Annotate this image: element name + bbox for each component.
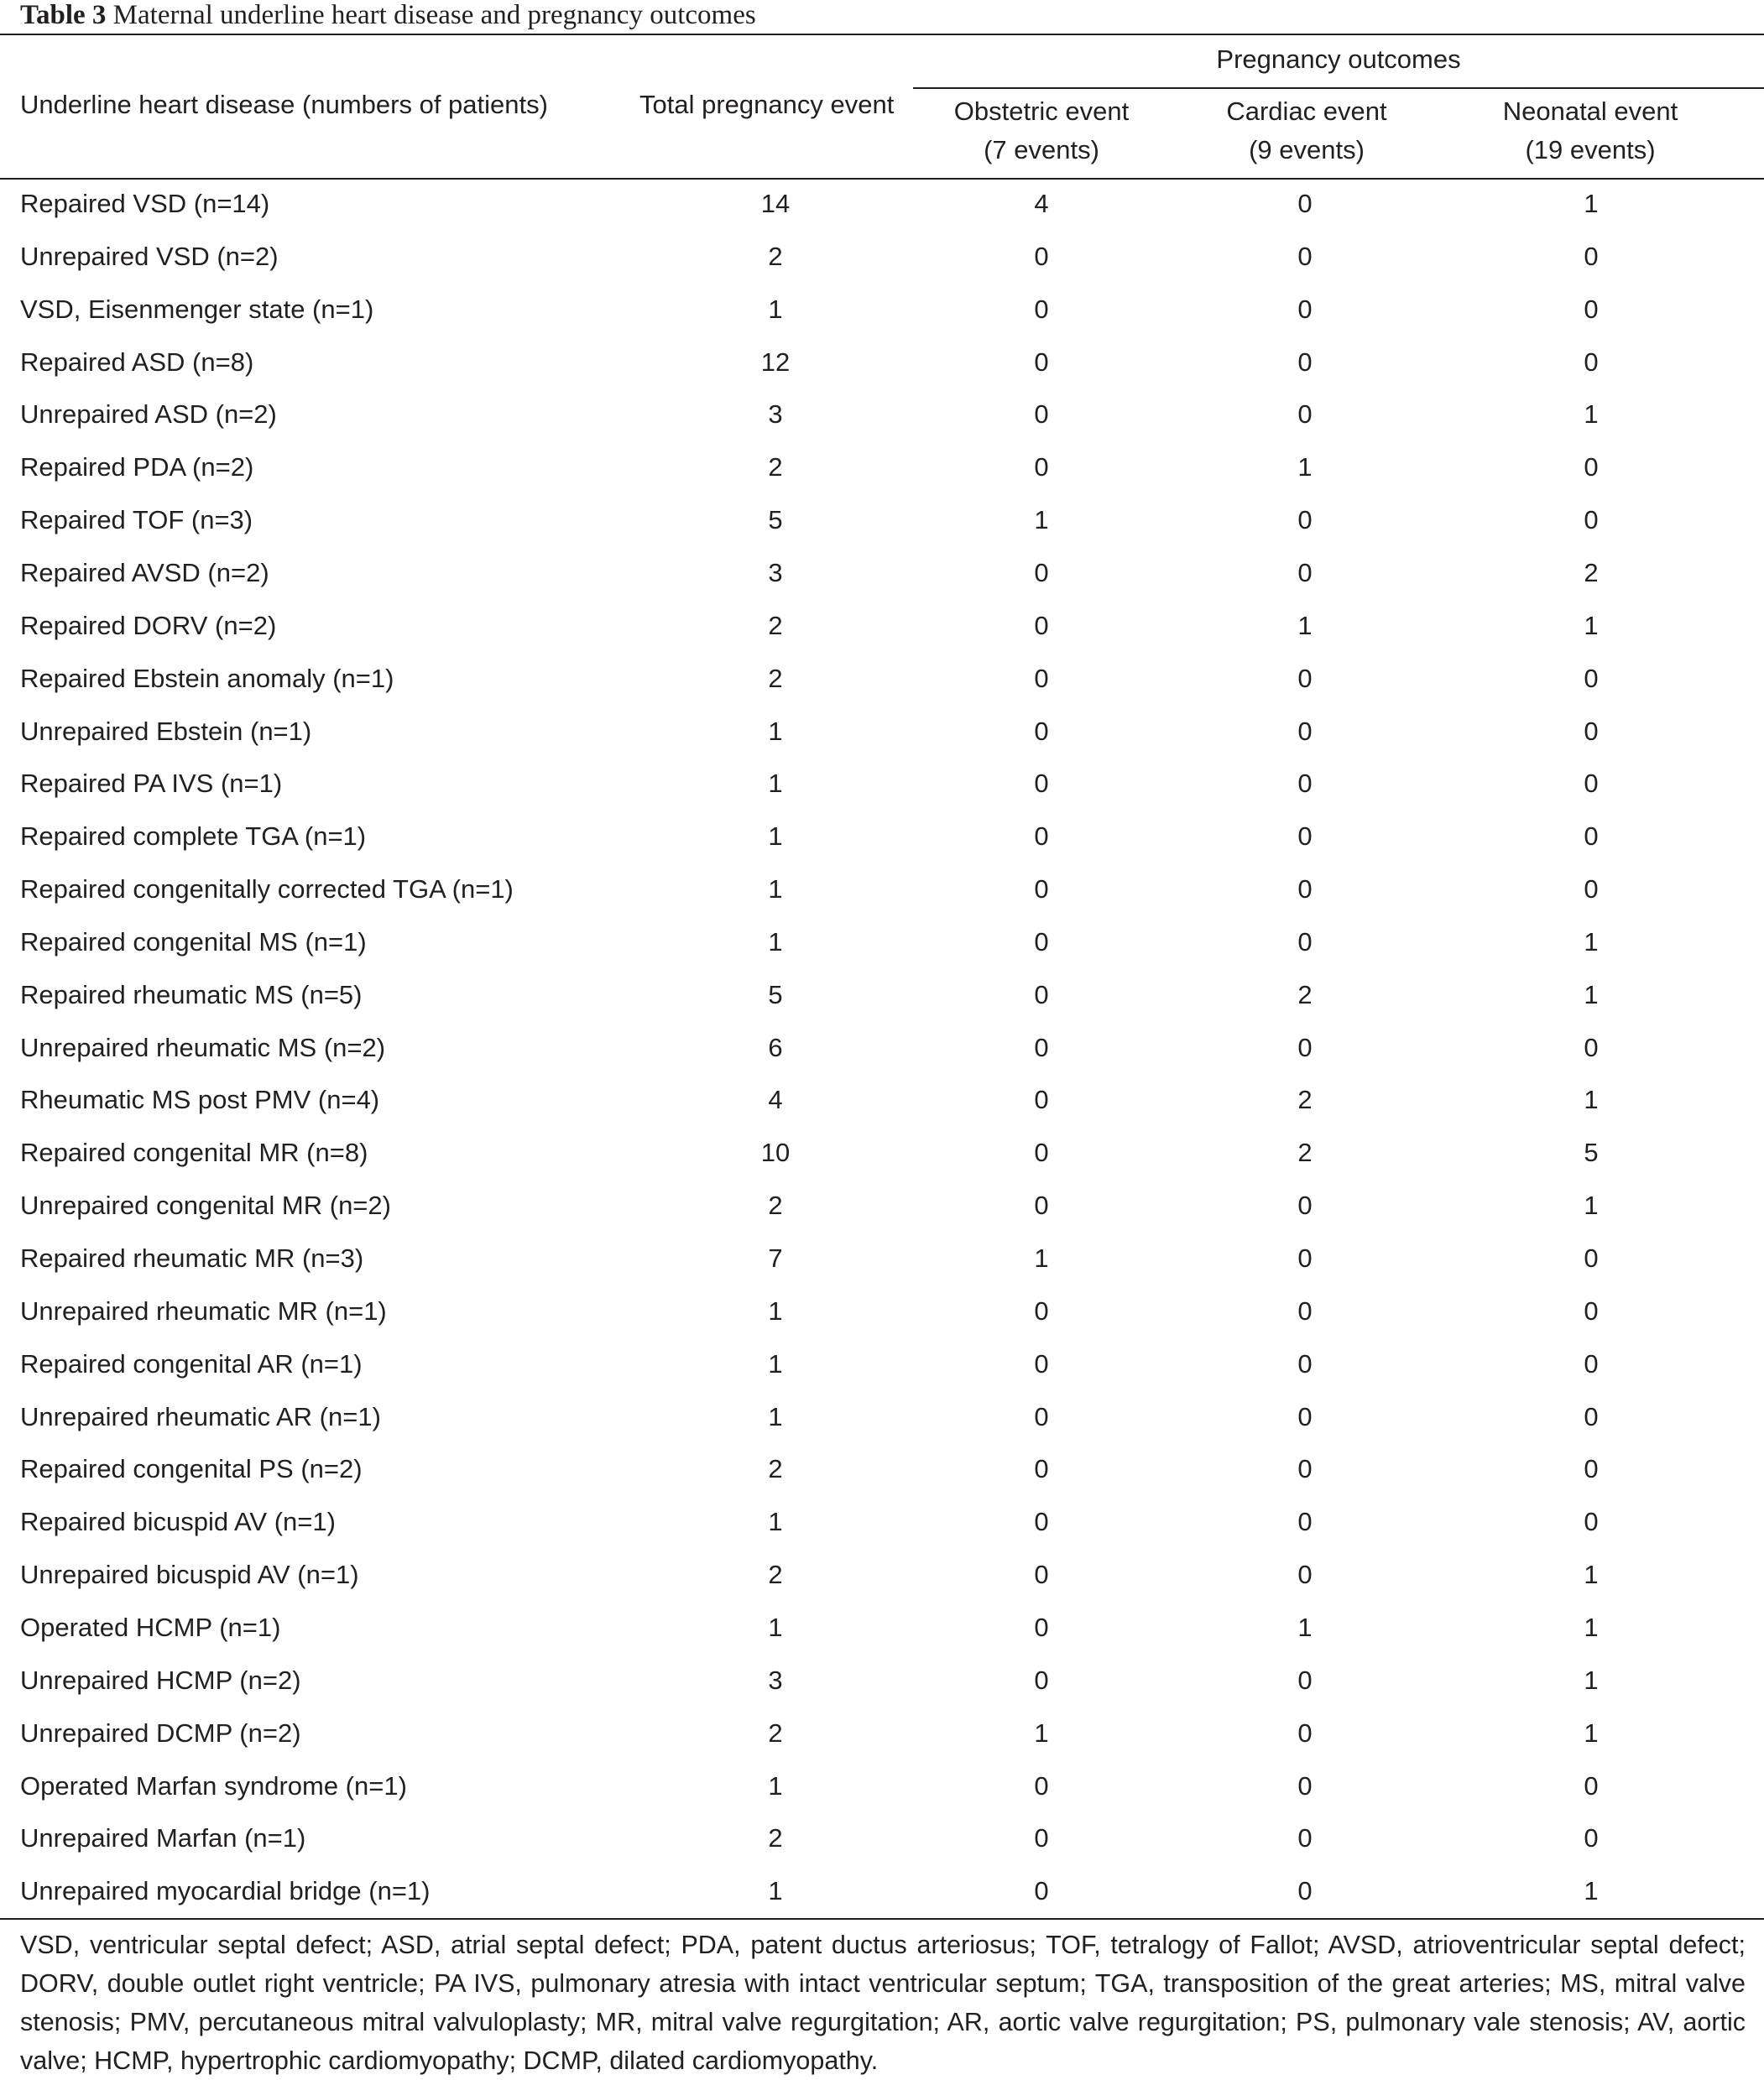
cell-cardiac: 0 [1297, 1402, 1313, 1431]
header-total: Total pregnancy event [639, 90, 895, 119]
cell-neonatal: 1 [1584, 1718, 1599, 1748]
cell-obstetric: 1 [1034, 1243, 1049, 1273]
row-label: Unrepaired Ebstein (n=1) [20, 717, 312, 746]
cell-neonatal: 0 [1584, 717, 1599, 746]
row-label: Repaired TOF (n=3) [20, 505, 253, 534]
row-label: Repaired congenitally corrected TGA (n=1) [20, 874, 514, 904]
cell-total: 1 [768, 821, 783, 851]
cell-cardiac: 0 [1297, 1191, 1313, 1220]
cell-cardiac: 0 [1297, 664, 1313, 693]
cell-total: 1 [768, 717, 783, 746]
cell-total: 1 [768, 295, 783, 324]
cell-total: 1 [768, 927, 783, 957]
cell-total: 2 [768, 664, 783, 693]
header-neonatal-line1: Neonatal event [1502, 96, 1678, 126]
cell-total: 1 [768, 1296, 783, 1326]
table-footnote: VSD, ventricular septal defect; ASD, atrial septal defect; PDA, patent ductus arteriosus; TOF, tetralogy of Fallot; AVSD, atrioventricular septal defect; DORV, double outlet right ventricle; PA IVS, pulmonary atresia with intact ventricular septum; TGA, transposition of the great arteries; MS, mitral valve stenosis; PMV, percutaneous mitral valvuloplasty; MR, mitral valve regurgitation; AR, aortic valve regurgitation; PS, pulmonary vale stenosis; AV, aortic valve; HCMP, hypertrophic cardiomyopathy; DCMP, dilated cardiomyopathy. [20, 1931, 1746, 2075]
cell-obstetric: 0 [1034, 1454, 1049, 1483]
row-label: Repaired rheumatic MS (n=5) [20, 980, 363, 1009]
row-label: Unrepaired myocardial bridge (n=1) [20, 1876, 431, 1905]
header-obstetric [913, 92, 1170, 169]
cell-cardiac: 1 [1297, 611, 1313, 640]
cell-obstetric: 0 [1034, 1085, 1049, 1114]
cell-cardiac: 0 [1297, 717, 1313, 746]
row-label: Repaired AVSD (n=2) [20, 558, 269, 587]
cell-total: 6 [768, 1033, 783, 1062]
row-label: Rheumatic MS post PMV (n=4) [20, 1085, 380, 1114]
cell-obstetric: 1 [1034, 1718, 1049, 1748]
cell-total: 3 [768, 558, 783, 587]
row-label: Unrepaired VSD (n=2) [20, 242, 279, 271]
cell-total: 3 [768, 1666, 783, 1695]
header-obstetric-line1: Obstetric event [953, 96, 1130, 126]
row-label: Unrepaired bicuspid AV (n=1) [20, 1560, 359, 1589]
cell-neonatal: 0 [1584, 505, 1599, 534]
cell-total: 1 [768, 1402, 783, 1431]
header-cardiac [1178, 92, 1435, 169]
row-label: Repaired congenital AR (n=1) [20, 1349, 363, 1379]
cell-obstetric: 0 [1034, 1402, 1049, 1431]
cell-cardiac: 0 [1297, 558, 1313, 587]
cell-total: 12 [760, 347, 791, 377]
header-neonatal [1462, 92, 1719, 169]
cell-cardiac: 0 [1297, 1666, 1313, 1695]
cell-neonatal: 1 [1584, 1876, 1599, 1905]
row-label: Repaired complete TGA (n=1) [20, 821, 367, 851]
cell-total: 2 [768, 452, 783, 482]
cell-total: 14 [760, 189, 791, 218]
cell-neonatal: 0 [1584, 1243, 1599, 1273]
row-label: Operated Marfan syndrome (n=1) [20, 1771, 407, 1801]
cell-cardiac: 0 [1297, 1349, 1313, 1379]
cell-neonatal: 2 [1584, 558, 1599, 587]
cell-total: 1 [768, 1771, 783, 1801]
cell-cardiac: 0 [1297, 1243, 1313, 1273]
row-label: Unrepaired rheumatic AR (n=1) [20, 1402, 381, 1431]
cell-neonatal: 1 [1584, 1560, 1599, 1589]
cell-total: 1 [768, 1876, 783, 1905]
cell-neonatal: 0 [1584, 347, 1599, 377]
cell-total: 2 [768, 1191, 783, 1220]
cell-neonatal: 0 [1584, 769, 1599, 798]
cell-neonatal: 0 [1584, 1402, 1599, 1431]
row-label: Repaired VSD (n=14) [20, 189, 270, 218]
cell-cardiac: 0 [1297, 505, 1313, 534]
cell-obstetric: 0 [1034, 1296, 1049, 1326]
cell-cardiac: 2 [1297, 980, 1313, 1009]
cell-neonatal: 1 [1584, 1666, 1599, 1695]
cell-cardiac: 0 [1297, 1876, 1313, 1905]
cell-neonatal: 5 [1584, 1138, 1599, 1167]
cell-obstetric: 0 [1034, 347, 1049, 377]
cell-total: 10 [760, 1138, 791, 1167]
cell-neonatal: 1 [1584, 189, 1599, 218]
cell-total: 7 [768, 1243, 783, 1273]
cell-total: 1 [768, 769, 783, 798]
cell-neonatal: 1 [1584, 927, 1599, 957]
row-label: Unrepaired rheumatic MR (n=1) [20, 1296, 387, 1326]
cell-obstetric: 0 [1034, 1823, 1049, 1853]
cell-neonatal: 0 [1584, 1823, 1599, 1853]
cell-neonatal: 1 [1584, 1085, 1599, 1114]
top-rule [0, 34, 1764, 35]
cell-obstetric: 0 [1034, 1191, 1049, 1220]
cell-neonatal: 0 [1584, 242, 1599, 271]
row-label: Unrepaired HCMP (n=2) [20, 1666, 301, 1695]
cell-obstetric: 0 [1034, 769, 1049, 798]
cell-obstetric: 0 [1034, 295, 1049, 324]
cell-cardiac: 0 [1297, 295, 1313, 324]
row-label: Unrepaired rheumatic MS (n=2) [20, 1033, 386, 1062]
cell-obstetric: 0 [1034, 1876, 1049, 1905]
cell-cardiac: 0 [1297, 874, 1313, 904]
cell-cardiac: 0 [1297, 399, 1313, 429]
cell-cardiac: 0 [1297, 1033, 1313, 1062]
cell-obstetric: 0 [1034, 611, 1049, 640]
row-label: Repaired Ebstein anomaly (n=1) [20, 664, 394, 693]
cell-neonatal: 0 [1584, 1454, 1599, 1483]
row-label: Repaired DORV (n=2) [20, 611, 277, 640]
header-neonatal-line2: (19 events) [1525, 135, 1656, 164]
cell-obstetric: 0 [1034, 821, 1049, 851]
header-pregnancy-outcomes: Pregnancy outcomes [1216, 44, 1461, 74]
group-rule [913, 87, 1764, 89]
cell-neonatal: 0 [1584, 664, 1599, 693]
cell-neonatal: 1 [1584, 980, 1599, 1009]
cell-obstetric: 0 [1034, 1349, 1049, 1379]
cell-obstetric: 0 [1034, 1138, 1049, 1167]
cell-cardiac: 1 [1297, 452, 1313, 482]
cell-obstetric: 0 [1034, 717, 1049, 746]
cell-obstetric: 0 [1034, 1613, 1049, 1642]
row-label: Repaired congenital MR (n=8) [20, 1138, 368, 1167]
cell-total: 2 [768, 1718, 783, 1748]
row-label: Unrepaired Marfan (n=1) [20, 1823, 306, 1853]
cell-total: 1 [768, 1349, 783, 1379]
cell-cardiac: 0 [1297, 242, 1313, 271]
cell-cardiac: 0 [1297, 1823, 1313, 1853]
cell-neonatal: 0 [1584, 821, 1599, 851]
cell-cardiac: 0 [1297, 927, 1313, 957]
header-obstetric-line2: (7 events) [984, 135, 1099, 164]
table-caption-label: Table 3 [20, 0, 107, 30]
cell-obstetric: 0 [1034, 1033, 1049, 1062]
cell-obstetric: 0 [1034, 399, 1049, 429]
row-label: Operated HCMP (n=1) [20, 1613, 281, 1642]
row-label: VSD, Eisenmenger state (n=1) [20, 295, 374, 324]
cell-neonatal: 1 [1584, 1191, 1599, 1220]
cell-total: 1 [768, 874, 783, 904]
cell-neonatal: 1 [1584, 1613, 1599, 1642]
table-caption-text: Maternal underline heart disease and pregnancy outcomes [112, 0, 756, 30]
cell-cardiac: 0 [1297, 1771, 1313, 1801]
cell-obstetric: 0 [1034, 452, 1049, 482]
cell-obstetric: 0 [1034, 242, 1049, 271]
cell-cardiac: 0 [1297, 1454, 1313, 1483]
cell-neonatal: 0 [1584, 295, 1599, 324]
cell-total: 4 [768, 1085, 783, 1114]
cell-neonatal: 1 [1584, 399, 1599, 429]
cell-neonatal: 1 [1584, 611, 1599, 640]
cell-obstetric: 1 [1034, 505, 1049, 534]
cell-obstetric: 0 [1034, 980, 1049, 1009]
table-caption [20, 0, 756, 34]
row-label: Repaired PDA (n=2) [20, 452, 254, 482]
cell-obstetric: 0 [1034, 664, 1049, 693]
cell-cardiac: 2 [1297, 1085, 1313, 1114]
cell-cardiac: 0 [1297, 821, 1313, 851]
cell-obstetric: 0 [1034, 927, 1049, 957]
row-label: Repaired ASD (n=8) [20, 347, 254, 377]
cell-total: 3 [768, 399, 783, 429]
cell-total: 5 [768, 505, 783, 534]
header-cardiac-line1: Cardiac event [1226, 96, 1387, 126]
cell-cardiac: 0 [1297, 1507, 1313, 1536]
cell-total: 2 [768, 1560, 783, 1589]
cell-neonatal: 0 [1584, 874, 1599, 904]
cell-obstetric: 0 [1034, 558, 1049, 587]
row-label: Repaired congenital PS (n=2) [20, 1454, 363, 1483]
cell-cardiac: 0 [1297, 769, 1313, 798]
cell-neonatal: 0 [1584, 1771, 1599, 1801]
body-bottom-rule [0, 1918, 1764, 1920]
cell-cardiac: 2 [1297, 1138, 1313, 1167]
cell-cardiac: 0 [1297, 189, 1313, 218]
cell-obstetric: 0 [1034, 874, 1049, 904]
cell-cardiac: 0 [1297, 1718, 1313, 1748]
cell-total: 1 [768, 1613, 783, 1642]
row-label: Repaired bicuspid AV (n=1) [20, 1507, 336, 1536]
cell-obstetric: 0 [1034, 1666, 1049, 1695]
cell-total: 5 [768, 980, 783, 1009]
cell-neonatal: 0 [1584, 1507, 1599, 1536]
cell-obstetric: 4 [1034, 189, 1049, 218]
cell-neonatal: 0 [1584, 452, 1599, 482]
row-label: Unrepaired ASD (n=2) [20, 399, 277, 429]
cell-cardiac: 1 [1297, 1613, 1313, 1642]
cell-cardiac: 0 [1297, 1296, 1313, 1326]
cell-neonatal: 0 [1584, 1033, 1599, 1062]
cell-obstetric: 0 [1034, 1560, 1049, 1589]
header-cardiac-line2: (9 events) [1249, 135, 1365, 164]
cell-obstetric: 0 [1034, 1507, 1049, 1536]
row-label: Repaired PA IVS (n=1) [20, 769, 283, 798]
header-disease: Underline heart disease (numbers of patients) [20, 90, 548, 119]
cell-neonatal: 0 [1584, 1349, 1599, 1379]
row-label: Repaired congenital MS (n=1) [20, 927, 367, 957]
row-label: Unrepaired DCMP (n=2) [20, 1718, 301, 1748]
cell-cardiac: 0 [1297, 347, 1313, 377]
row-label: Unrepaired congenital MR (n=2) [20, 1191, 391, 1220]
row-label: Repaired rheumatic MR (n=3) [20, 1243, 364, 1273]
cell-total: 2 [768, 1823, 783, 1853]
cell-total: 2 [768, 1454, 783, 1483]
cell-cardiac: 0 [1297, 1560, 1313, 1589]
cell-total: 2 [768, 242, 783, 271]
cell-total: 1 [768, 1507, 783, 1536]
cell-neonatal: 0 [1584, 1296, 1599, 1326]
cell-total: 2 [768, 611, 783, 640]
cell-obstetric: 0 [1034, 1771, 1049, 1801]
